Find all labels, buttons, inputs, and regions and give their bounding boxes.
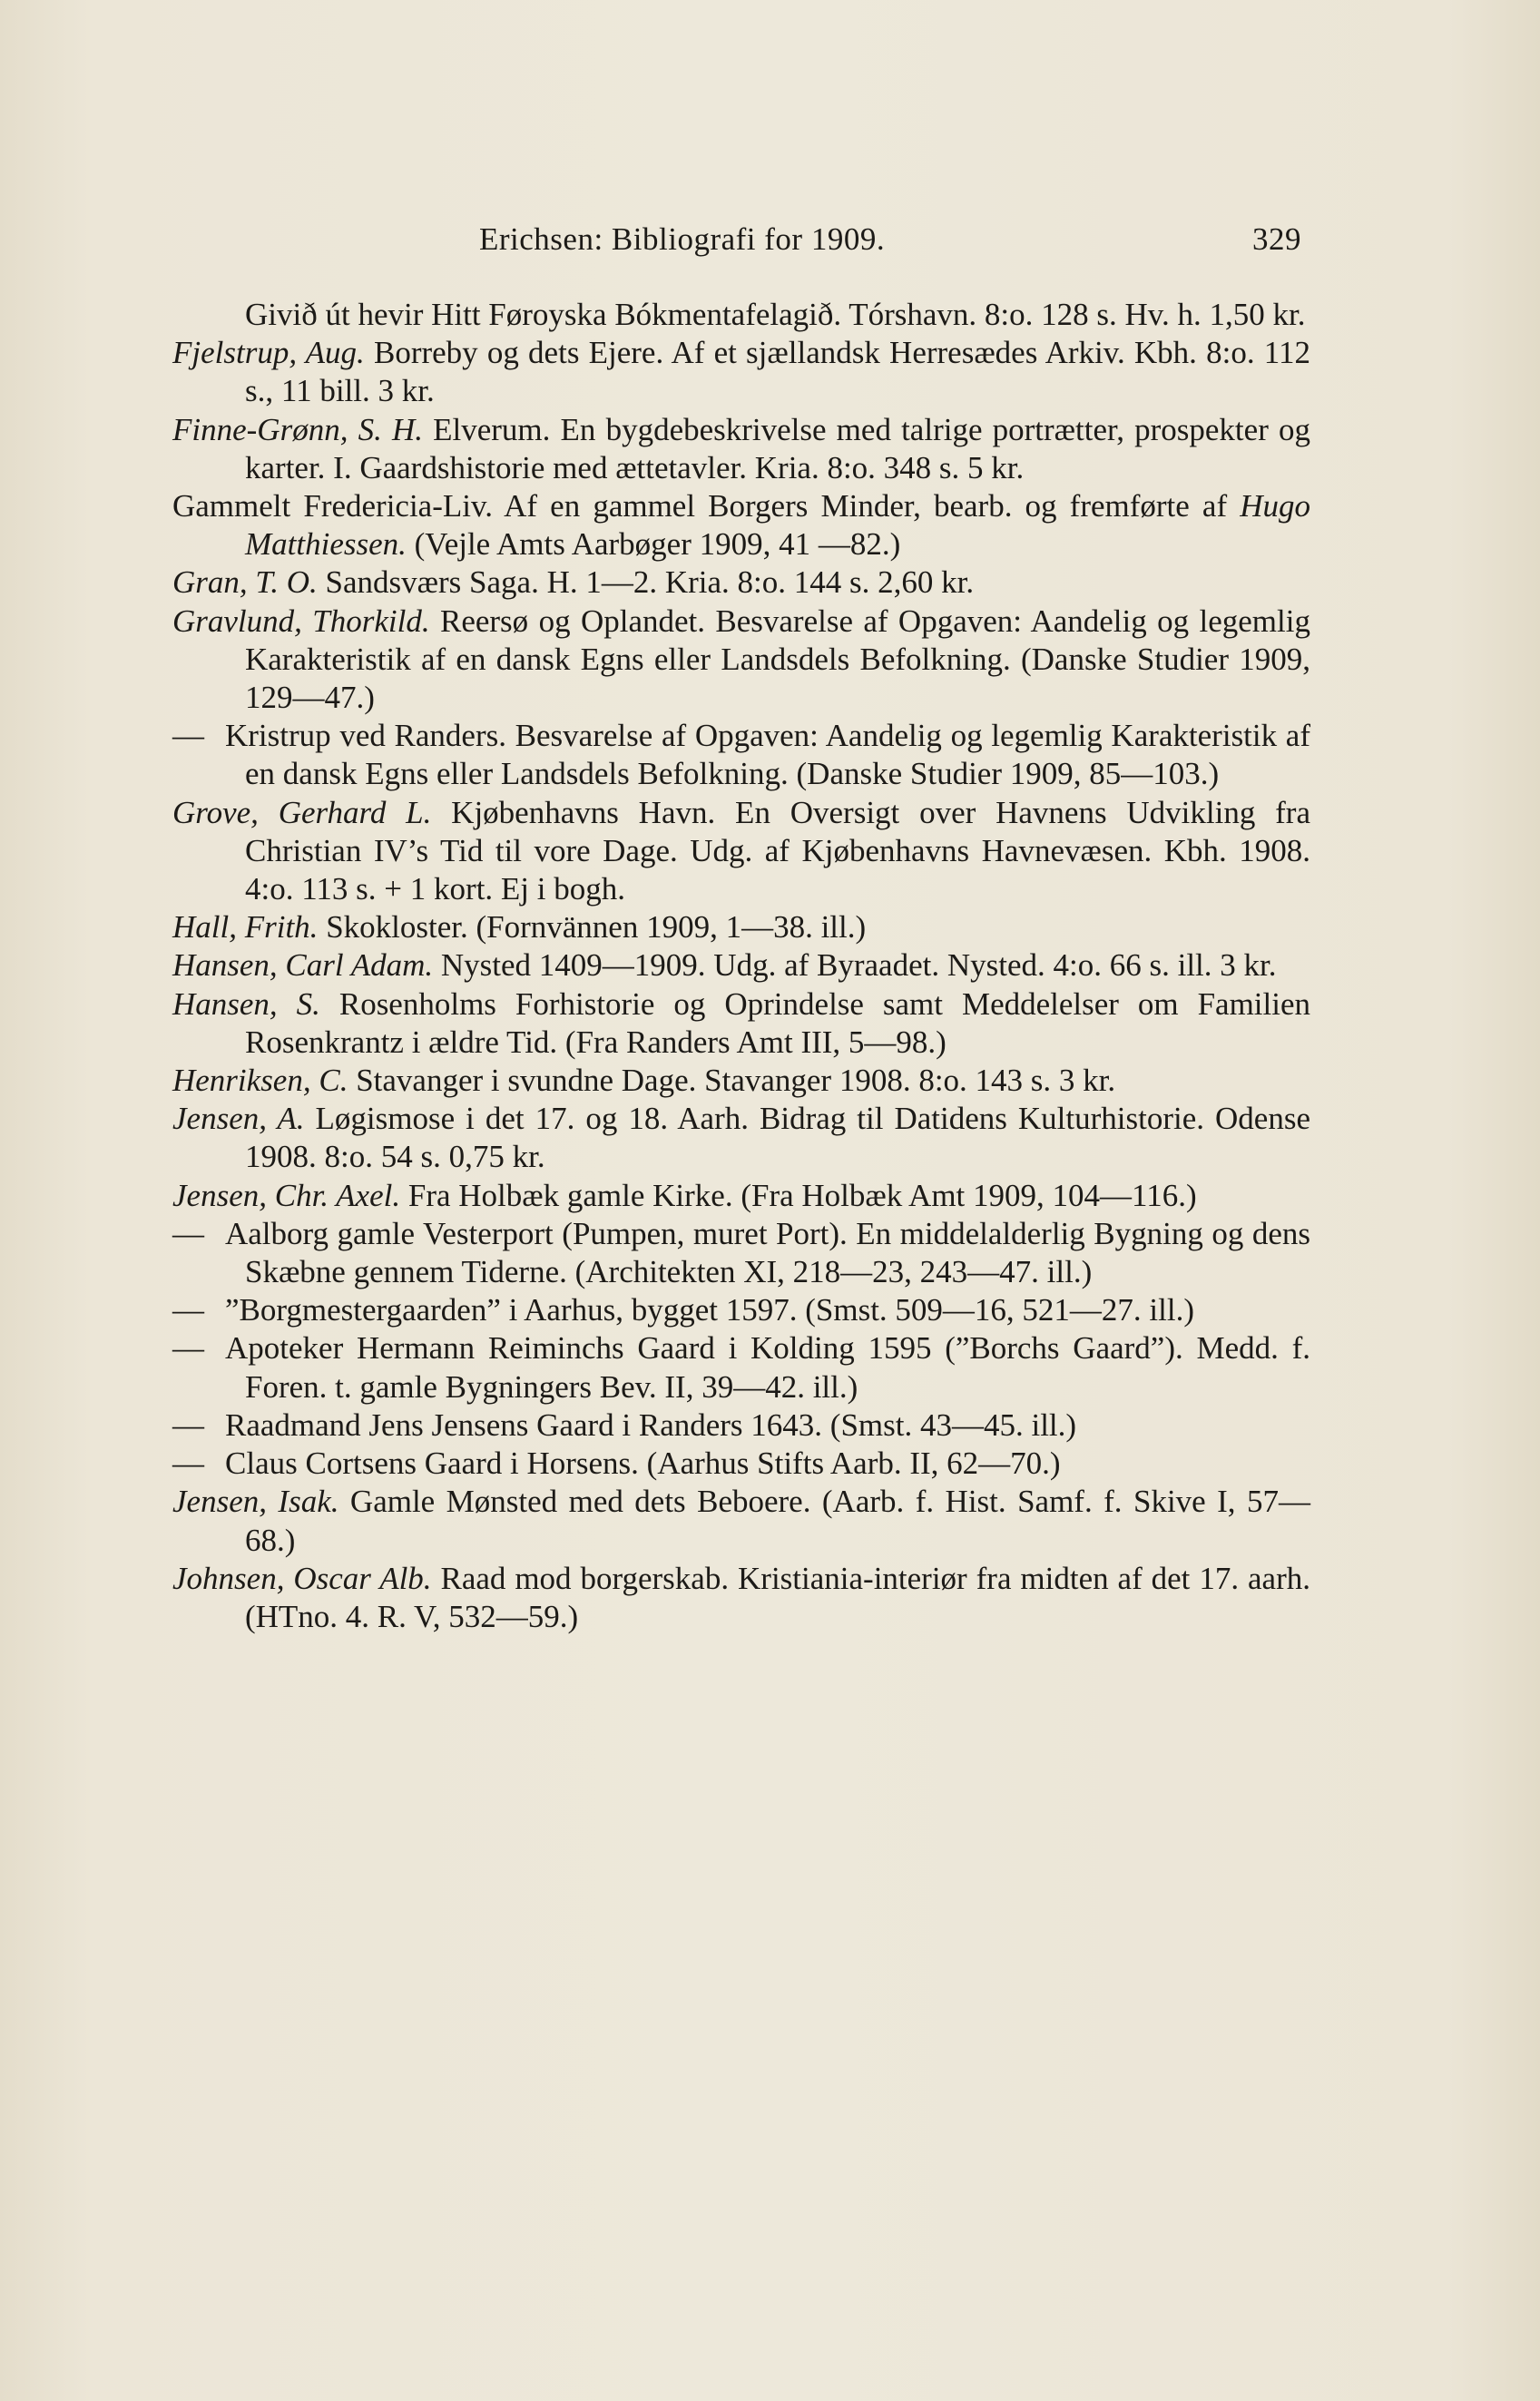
ditto-dash: — xyxy=(172,1446,204,1482)
entry-text: Aalborg gamle Vesterport (Pumpen, muret Port). En middelalderlig Bygning og dens Skæbne gennem Tiderne. (Architekten XI, 218—23, 243—47. ill.) xyxy=(225,1215,1310,1290)
entry-text: Kristrup ved Randers. Besvarelse af Opgaven: Aandelig og legemlig Karakteristik af en dansk Egns eller Landsdels Befolkning. (Danske Studier 1909, 85—103.) xyxy=(225,718,1310,792)
bibliography-entry xyxy=(172,1177,1310,1215)
bibliography-entry xyxy=(172,908,1310,946)
entry-source: (Vejle Amts Aarbøger 1909, 41 —82.) xyxy=(406,526,901,563)
bibliography-entries xyxy=(172,296,1310,1636)
entry-text: ”Borgmestergaarden” i Aarhus, bygget 1597. (Smst. 509—16, 521—27. ill.) xyxy=(225,1292,1195,1328)
bibliography-entry xyxy=(172,717,1310,793)
entry-text: Sandsværs Saga. H. 1—2. Kria. 8:o. 144 s. 2,60 kr. xyxy=(317,564,975,601)
ditto-dash: — xyxy=(172,1406,204,1443)
entry-text: Apoteker Hermann Reiminchs Gaard i Kolding 1595 (”Borchs Gaard”). Medd. f. Foren. t. gamle Bygningers Bev. II, 39—42. ill.) xyxy=(225,1330,1310,1405)
entry-author: Grove, Gerhard L. xyxy=(172,794,432,830)
ditto-dash: — xyxy=(172,1215,204,1251)
entry-text: Løgismose i det 17. og 18. Aarh. Bidrag til Datidens Kulturhistorie. Odense 1908. 8:o. 54 s. 0,75 kr. xyxy=(245,1101,1310,1175)
ditto-dash: — xyxy=(172,1330,204,1367)
entry-author: Johnsen, Oscar Alb. xyxy=(172,1560,432,1596)
bibliography-entry xyxy=(172,1291,1310,1329)
entry-author: Fjelstrup, Aug. xyxy=(172,335,365,371)
entry-text: Nysted 1409—1909. Udg. af Byraadet. Nysted. 4:o. 66 s. ill. 3 kr. xyxy=(433,947,1277,984)
page-header xyxy=(479,221,1301,263)
entry-author: Henriksen, C. xyxy=(172,1063,348,1099)
entry-text: Claus Cortsens Gaard i Horsens. (Aarhus Stifts Aarb. II, 62—70.) xyxy=(225,1446,1061,1482)
entry-text: Kjøbenhavns Havn. En Oversigt over Havnens Udvikling fra Christian IV’s Tid til vore Dage. Udg. af Kjøbenhavns Havnevæsen. Kbh. 1908. 4:o. 113 s. + 1 kort. Ej i bogh. xyxy=(245,794,1310,907)
bibliography-entry xyxy=(172,334,1310,410)
entry-text: Reersø og Oplandet. Besvarelse af Opgaven: Aandelig og legemlig Karakteristik af en dansk Egns eller Landsdels Befolkning. (Danske Studier 1909, 129—47.) xyxy=(245,603,1310,716)
entry-author: Jensen, A. xyxy=(172,1101,305,1137)
bibliography-entry xyxy=(172,946,1310,985)
bibliography-entry xyxy=(172,564,1310,602)
bibliography-entry xyxy=(172,296,1310,334)
entry-text: Elverum. En bygdebeskrivelse med talrige portrætter, prospekter og karter. I. Gaardshistorie med ættetavler. Kria. 8:o. 348 s. 5 kr. xyxy=(245,411,1310,485)
bibliography-entry xyxy=(172,411,1310,487)
entry-text: Givið út hevir Hitt Føroyska Bókmentafelagið. Tórshavn. 8:o. 128 s. Hv. h. 1,50 kr. xyxy=(245,297,1306,332)
running-title: Erichsen: Bibliografi for 1909. xyxy=(479,221,886,257)
entry-text: Borreby og dets Ejere. Af et sjællandsk Herresædes Arkiv. Kbh. 8:o. 112 s., 11 bill. 3 kr. xyxy=(245,335,1310,409)
bibliography-entry xyxy=(172,1445,1310,1483)
page-number: 329 xyxy=(1252,221,1301,257)
entry-text: Rosenholms Forhistorie og Oprindelse samt Meddelelser om Familien Rosenkrantz i ældre Tid. (Fra Randers Amt III, 5—98.) xyxy=(245,985,1310,1060)
entry-text: Gamle Mønsted med dets Beboere. (Aarb. f. Hist. Samf. f. Skive I, 57—68.) xyxy=(245,1484,1310,1558)
entry-text: Skokloster. (Fornvännen 1909, 1—38. ill.) xyxy=(318,909,867,946)
bibliography-entry xyxy=(172,603,1310,718)
entry-author: Jensen, Isak. xyxy=(172,1484,339,1520)
entry-text: Raadmand Jens Jensens Gaard i Randers 1643. (Smst. 43—45. ill.) xyxy=(225,1406,1077,1443)
entry-author: Gravlund, Thorkild. xyxy=(172,603,430,639)
entry-author: Hansen, S. xyxy=(172,985,320,1022)
entry-text: Stavanger i svundne Dage. Stavanger 1908. 8:o. 143 s. 3 kr. xyxy=(348,1063,1116,1099)
ditto-dash: — xyxy=(172,1292,204,1328)
bibliography-entry xyxy=(172,1560,1310,1636)
bibliography-entry xyxy=(172,487,1310,564)
entry-author: Finne-Grønn, S. H. xyxy=(172,411,423,447)
bibliography-entry xyxy=(172,985,1310,1062)
bibliography-entry xyxy=(172,1215,1310,1291)
entry-author: Hall, Frith. xyxy=(172,909,319,946)
entry-editor: Hugo Matthiessen. xyxy=(245,488,1310,563)
entry-author: Gran, T. O. xyxy=(172,564,318,601)
entry-text: Raad mod borgerskab. Kristiania-interiør fra midten af det 17. aarh. (HTno. 4. R. V, 532—59.) xyxy=(245,1560,1310,1634)
entry-text: Gammelt Fredericia-Liv. Af en gammel Borgers Minder, bearb. og fremførte af xyxy=(172,488,1241,524)
bibliography-entry xyxy=(172,1062,1310,1100)
bibliography-entry xyxy=(172,1406,1310,1445)
ditto-dash: — xyxy=(172,718,204,754)
bibliography-entry xyxy=(172,1100,1310,1176)
entry-author: Jensen, Chr. Axel. xyxy=(172,1177,401,1213)
entry-text: Fra Holbæk gamle Kirke. (Fra Holbæk Amt 1909, 104—116.) xyxy=(400,1177,1197,1213)
bibliography-entry xyxy=(172,1329,1310,1406)
bibliography-entry xyxy=(172,1483,1310,1559)
bibliography-entry xyxy=(172,794,1310,909)
entry-author: Hansen, Carl Adam. xyxy=(172,947,434,984)
